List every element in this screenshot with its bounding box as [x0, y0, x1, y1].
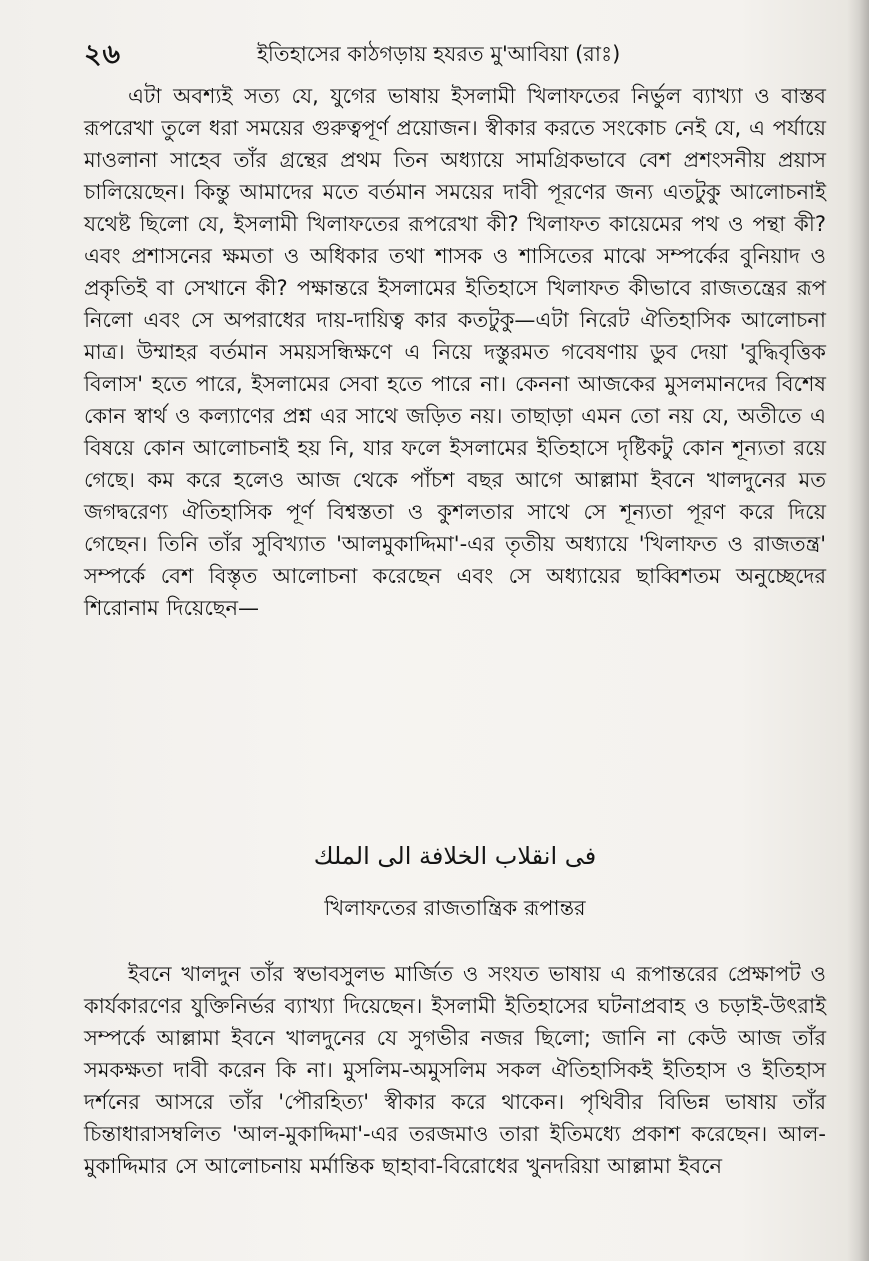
- running-title: ইতিহাসের কাঠগড়ায় হযরত মু'আবিয়া (রাঃ): [257, 42, 621, 66]
- page-number: ২৬: [84, 39, 122, 70]
- body-paragraph-1: এটা অবশ্যই সত্য যে, যুগের ভাষায় ইসলামী খিলাফতের নির্ভুল ব্যাখ্যা ও বাস্তব রূপরেখা তুলে ধরা সময়ের গুরুত্বপূর্ণ প্রয়োজন। স্বীকার করতে সংকোচ নেই যে, এ পর্যায়ে মাওলানা সাহেব তাঁর গ্রন্থের প্রথম তিন অধ্যায়ে সামগ্রিকভাবে বেশ প্রশংসনীয় প্রয়াস চালিয়েছেন। কিন্তু আমাদের মতে বর্তমান সময়ের দাবী পূরণের জন্য এতটুকু আলোচনাই যথেষ্ট ছিলো যে, ইসলামী খিলাফতের রূপরেখা কী? খিলাফত কায়েমের পথ ও পন্থা কী? এবং প্রশাসনের ক্ষমতা ও অধিকার তথা শাসক ও শাসিতের মাঝে সম্পর্কের বুনিয়াদ ও প্রকৃতিই বা সেখানে কী? পক্ষান্তরে ইসলামের ইতিহাসে খিলাফত কীভাবে রাজতন্ত্রের রূপ নিলো এবং সে অপরাধের দায়-দায়িত্ব কার কতটুকু—এটা নিরেট ঐতিহাসিক আলোচনা মাত্র। উম্মাহর বর্তমান সময়সন্ধিক্ষণে এ নিয়ে দস্তুরমত গবেষণায় ডুব দেয়া 'বুদ্ধিবৃত্তিক বিলাস' হতে পারে, ইসলামের সেবা হতে পারে না। কেননা আজকের মুসলমানদের বিশেষ কোন স্বার্থ ও কল্যাণের প্রশ্ন এর সাথে জড়িত নয়। তাছাড়া এমন তো নয় যে, অতীতে এ বিষয়ে কোন আলোচনাই হয় নি, যার ফলে ইসলামের ইতিহাসে দৃষ্টিকটু কোন শূন্যতা রয়ে গেছে। কম করে হলেও আজ থেকে পাঁচশ বছর আগে আল্লামা ইবনে খালদুনের মত জগদ্বরেণ্য ঐতিহাসিক পূর্ণ বিশ্বস্ততা ও কুশলতার সাথে সে শূন্যতা পূরণ করে দিয়ে গেছেন। তিনি তাঁর সুবিখ্যাত 'আলমুকাদ্দিমা'-এর তৃতীয় অধ্যায়ে 'খিলাফত ও রাজতন্ত্র' সম্পর্কে বেশ বিস্তৃত আলোচনা করেছেন এবং সে অধ্যায়ের ছাব্বিশতম অনুচ্ছেদের শিরোনাম দিয়েছেন—: [84, 84, 826, 620]
- arabic-heading: فى انقلاب الخلافة الى الملك: [313, 842, 597, 870]
- page-edge-shadow: [847, 0, 869, 1261]
- body-paragraph-2: ইবনে খালদুন তাঁর স্বভাবসুলভ মার্জিত ও সংযত ভাষায় এ রূপান্তরের প্রেক্ষাপট ও কার্যকারণের যুক্তিনির্ভর ব্যাখ্যা দিয়েছেন। ইসলামী ইতিহাসের ঘটনাপ্রবাহ ও চড়াই-উৎরাই সম্পর্কে আল্লামা ইবনে খালদুনের যে সুগভীর নজর ছিলো; জানি না কেউ আজ তাঁর সমকক্ষতা দাবী করেন কি না। মুসলিম-অমুসলিম সকল ঐতিহাসিকই ইতিহাস ও ইতিহাস দর্শনের আসরে তাঁর 'পৌরহিত্য' স্বীকার করে থাকেন। পৃথিবীর বিভিন্ন ভাষায় তাঁর চিন্তাধারাসম্বলিত 'আল-মুকাদ্দিমা'-এর তরজমাও তারা ইতিমধ্যে প্রকাশ করেছেন। আল-মুকাদ্দিমার সে আলোচনায় মর্মান্তিক ছাহাবা-বিরোধের খুনদরিয়া আল্লামা ইবনে: [84, 962, 826, 1178]
- page-header: [84, 30, 831, 70]
- section-subheading: খিলাফতের রাজতান্ত্রিক রূপান্তর: [324, 896, 586, 920]
